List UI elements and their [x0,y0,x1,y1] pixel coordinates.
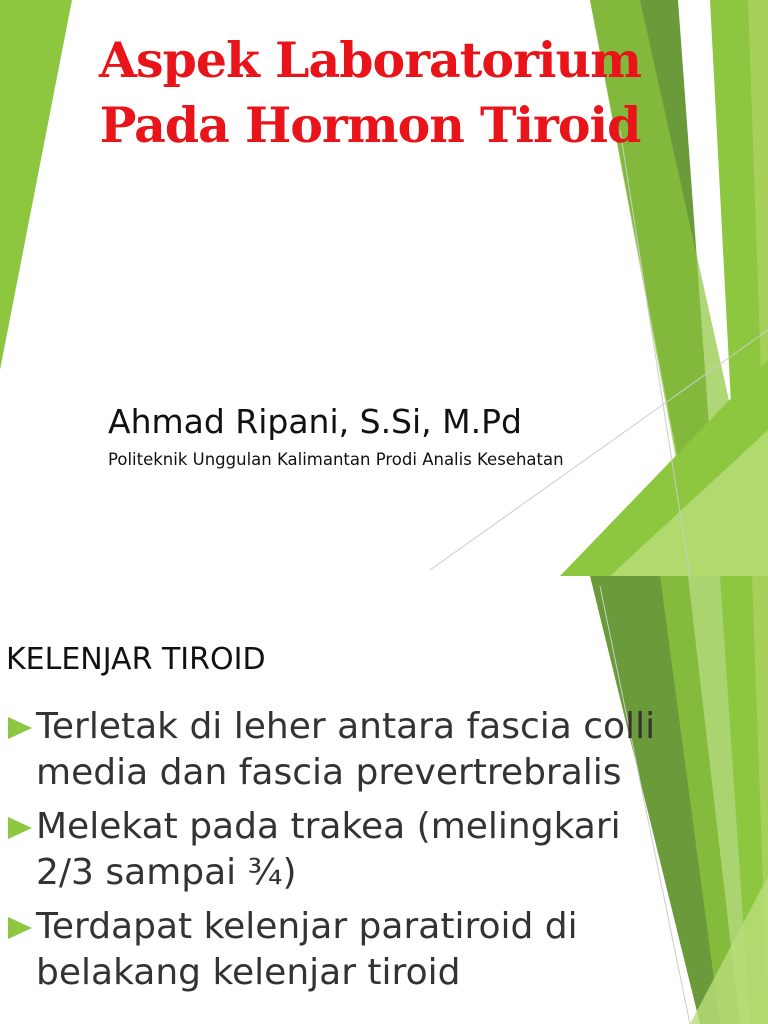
triangle-bullet-icon [8,917,32,939]
triangle-bullet-icon [8,717,32,739]
list-item [6,904,666,996]
bullet-list [6,704,666,1004]
list-item [6,804,666,896]
bullet-text: Terdapat kelenjar paratiroid di belakang kelenjar tiroid [36,906,578,993]
title-line-2: Pada Hormon Tiroid [99,96,641,154]
slide-title [0,28,740,158]
bullet-text: Terletak di leher antara fascia colli media dan fascia prevertrebralis [36,706,656,793]
title-line-1: Aspek Laboratorium [99,31,641,89]
content-slide [0,576,768,1024]
author-name: Ahmad Ripani, S.Si, M.Pd [108,402,522,441]
author-affiliation: Politeknik Unggulan Kalimantan Prodi Analis Kesehatan [108,450,564,469]
list-item [6,704,666,796]
slide-heading: KELENJAR TIROID [6,642,266,677]
bullet-text: Melekat pada trakea (melingkari 2/3 sampai ¾) [36,806,621,893]
triangle-bullet-icon [8,817,32,839]
